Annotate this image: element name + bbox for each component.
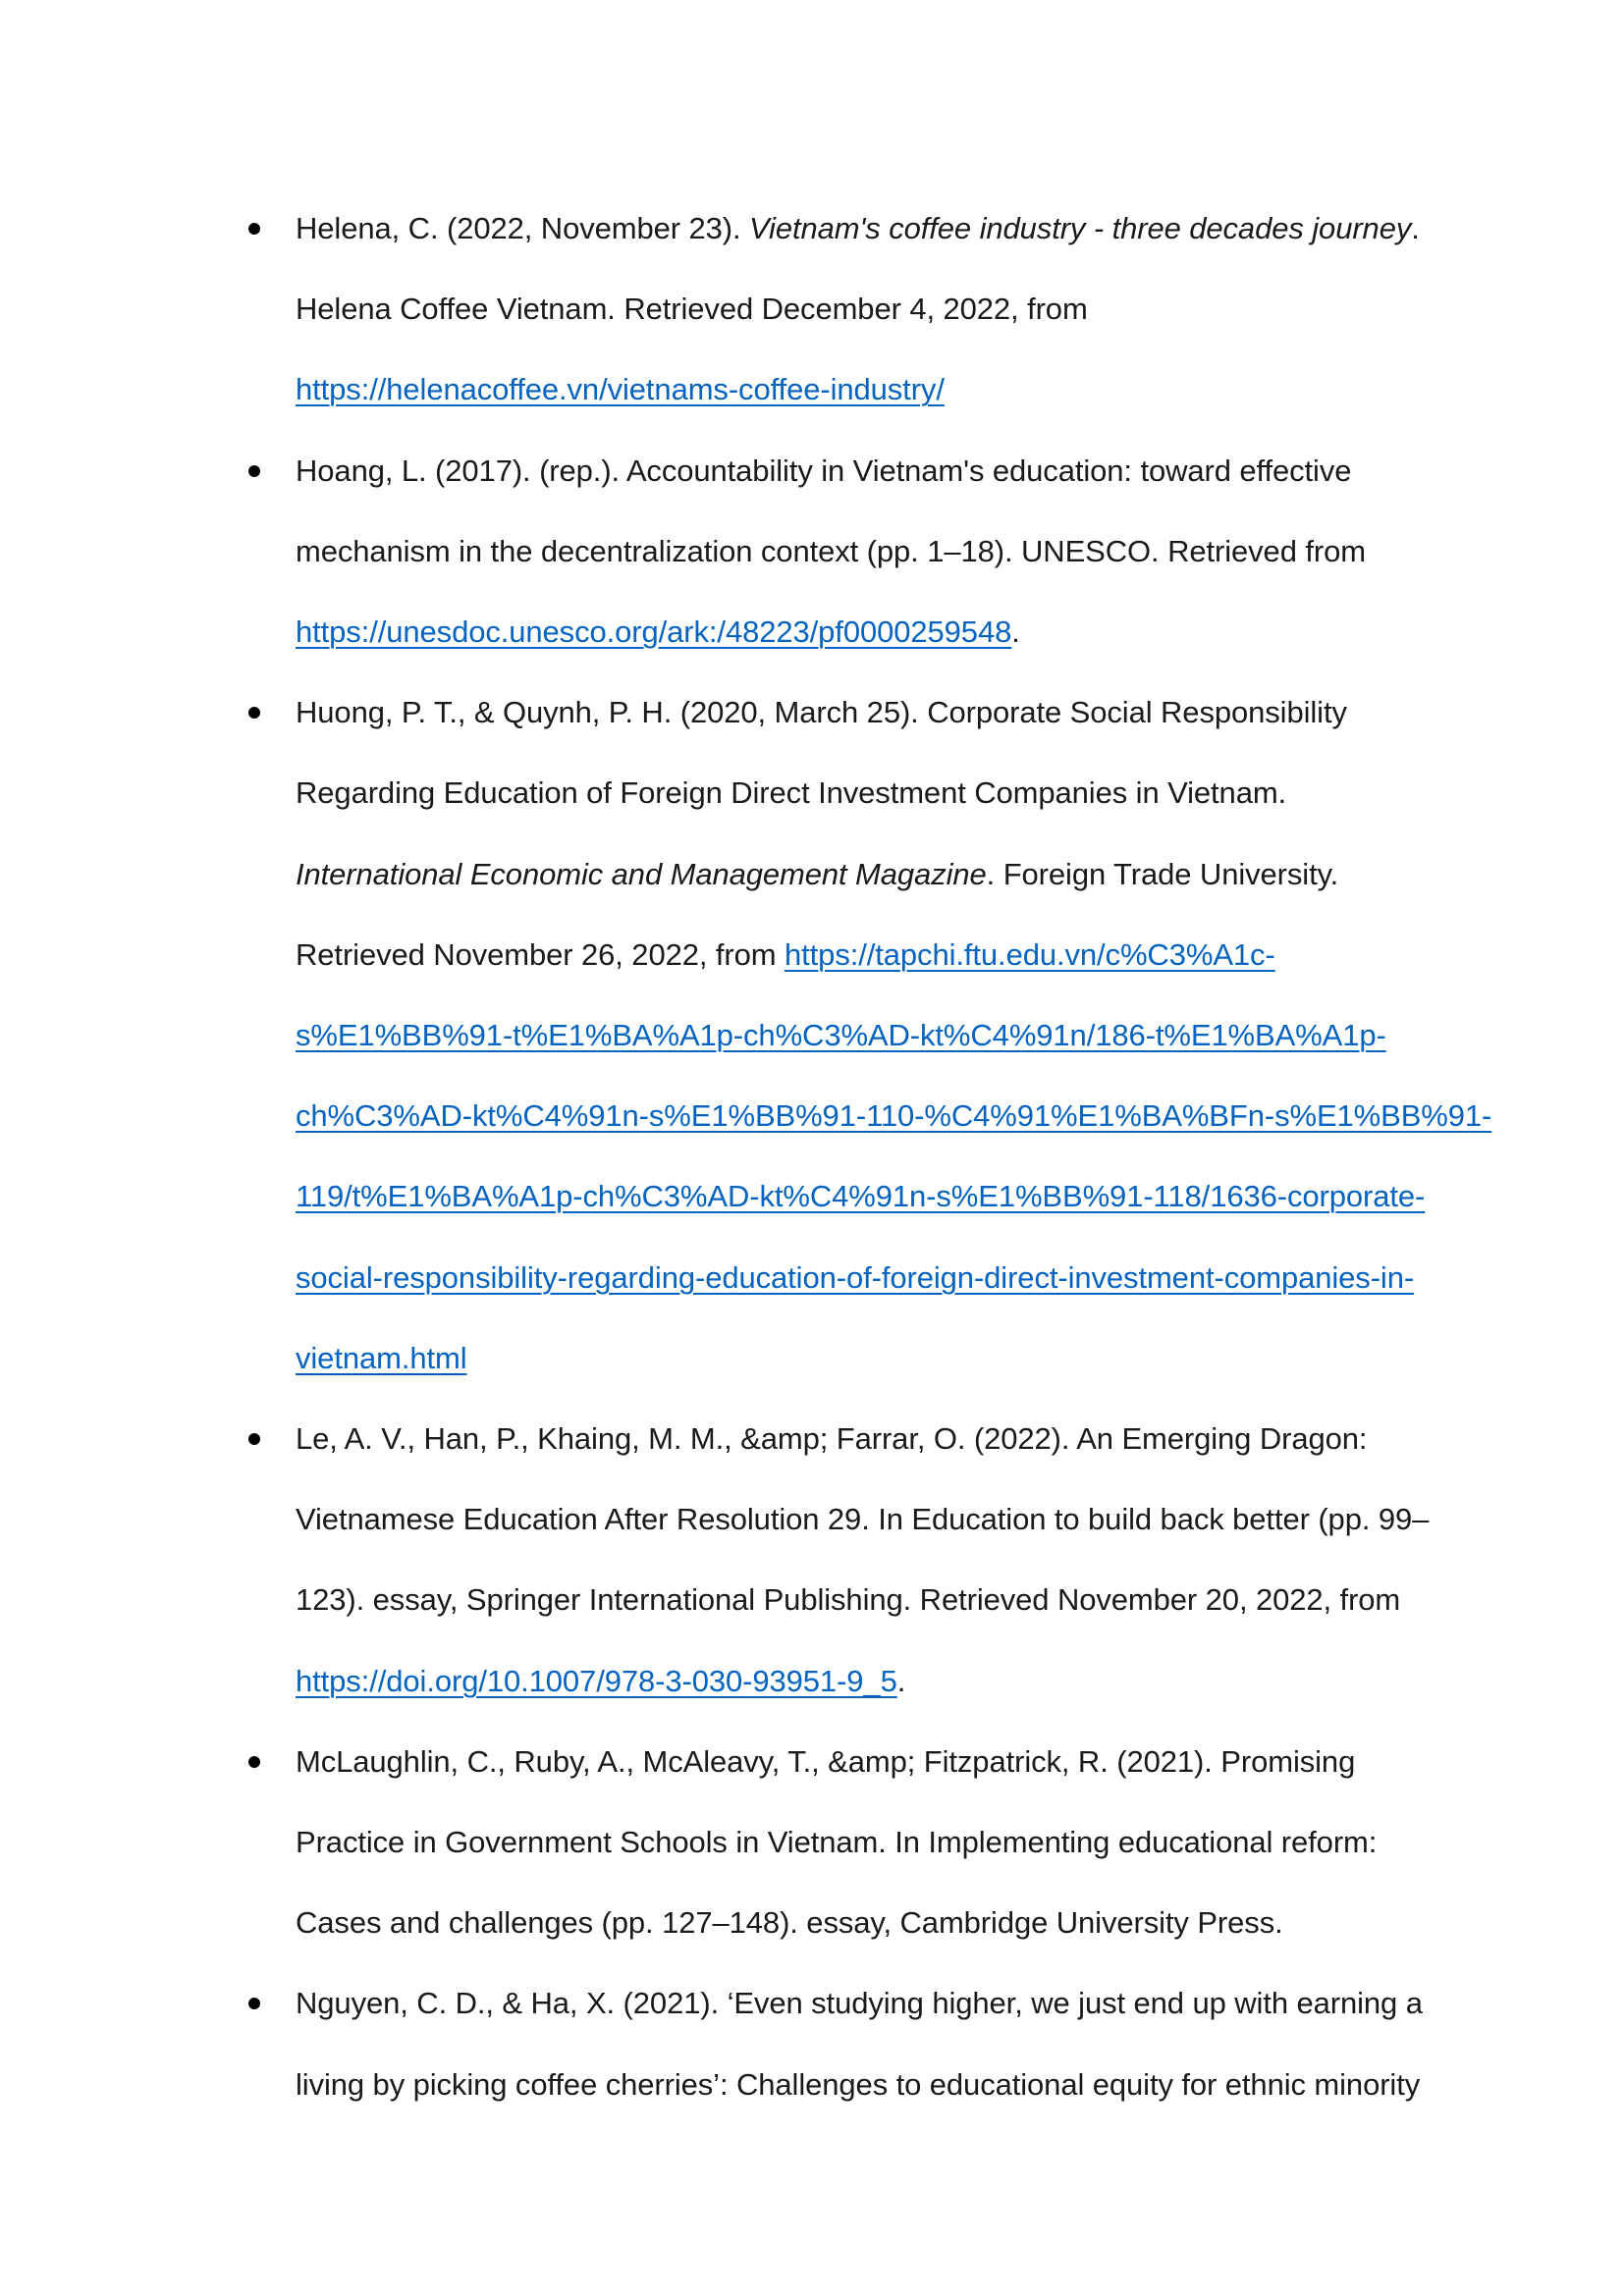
reference-text: . Foreign Trade University. <box>986 856 1339 891</box>
reference-line <box>296 1156 1444 1237</box>
reference-line <box>296 834 1444 915</box>
reference-line: McLaughlin, C., Ruby, A., McAleavy, T., &amp; Fitzpatrick, R. (2021). Promising <box>296 1743 1356 1779</box>
reference-line <box>296 349 1444 430</box>
bullet-icon <box>248 223 260 235</box>
reference-line: Cases and challenges (pp. 127–148). essay, Cambridge University Press. <box>296 1905 1283 1941</box>
reference-line: Practice in Government Schools in Vietnam. In Implementing educational reform: <box>296 1825 1378 1860</box>
reference-line <box>296 592 1444 672</box>
reference-line <box>296 188 1444 269</box>
reference-line <box>296 1641 1444 1722</box>
reference-line: Hoang, L. (2017). (rep.). Accountability in Vietnam's education: toward effective <box>296 453 1352 488</box>
reference-text: Retrieved November 26, 2022, from <box>296 936 785 972</box>
reference-link[interactable]: https://unesdoc.unesco.org/ark:/48223/pf0000259548 <box>296 614 1012 650</box>
reference-line: Helena Coffee Vietnam. Retrieved December 4, 2022, from <box>296 292 1088 327</box>
reference-line: Vietnamese Education After Resolution 29. In Education to build back better (pp. 99– <box>296 1502 1430 1537</box>
reference-line <box>296 995 1444 1076</box>
reference-text: . <box>1011 614 1020 650</box>
reference-item-mclaughlin <box>296 1722 1444 1964</box>
reference-item-le <box>296 1399 1444 1722</box>
reference-line: living by picking coffee cherries’: Challenges to educational equity for ethnic minority <box>296 2066 1421 2102</box>
reference-line <box>296 915 1444 995</box>
reference-item-nguyen <box>296 1963 1444 2124</box>
reference-line: 123). essay, Springer International Publishing. Retrieved November 20, 2022, from <box>296 1582 1401 1618</box>
reference-link[interactable]: https://helenacoffee.vn/vietnams-coffee-industry/ <box>296 372 945 407</box>
reference-journal: International Economic and Management Magazine <box>296 856 987 891</box>
reference-link[interactable]: social-responsibility-regarding-education-of-foreign-direct-investment-companies-in- <box>296 1259 1415 1295</box>
reference-link[interactable]: https://doi.org/10.1007/978-3-030-93951-9_5 <box>296 1663 897 1698</box>
reference-link[interactable]: s%E1%BB%91-t%E1%BA%A1p-ch%C3%AD-kt%C4%91n/186-t%E1%BA%A1p- <box>296 1018 1386 1053</box>
bullet-icon <box>248 465 260 477</box>
reference-link[interactable]: 119/t%E1%BA%A1p-ch%C3%AD-kt%C4%91n-s%E1%BB%91-118/1636-corporate- <box>296 1179 1426 1214</box>
reference-text: Helena, C. (2022, November 23). <box>296 211 750 245</box>
reference-line: Regarding Education of Foreign Direct Investment Companies in Vietnam. <box>296 775 1287 811</box>
reference-item-huong <box>296 672 1492 1399</box>
reference-link[interactable]: https://tapchi.ftu.edu.vn/c%C3%A1c- <box>785 936 1275 972</box>
reference-title: Vietnam's coffee industry - three decades journey <box>749 211 1412 245</box>
reference-line <box>296 1076 1492 1156</box>
reference-line: mechanism in the decentralization context (pp. 1–18). UNESCO. Retrieved from <box>296 533 1366 568</box>
reference-link[interactable]: vietnam.html <box>296 1340 467 1375</box>
reference-line <box>296 1238 1444 1318</box>
bullet-icon <box>248 707 260 719</box>
reference-text: . <box>896 1663 906 1698</box>
reference-line: Le, A. V., Han, P., Khaing, M. M., &amp; Farrar, O. (2022). An Emerging Dragon: <box>296 1421 1368 1457</box>
reference-text: . <box>1411 211 1420 245</box>
bullet-icon <box>248 1756 260 1768</box>
reference-line <box>296 1318 1444 1399</box>
bullet-icon <box>248 1433 260 1445</box>
reference-list <box>296 188 1492 2125</box>
reference-line: Huong, P. T., & Quynh, P. H. (2020, March 25). Corporate Social Responsibility <box>296 695 1347 730</box>
reference-item-hoang <box>296 431 1444 673</box>
reference-link[interactable]: ch%C3%AD-kt%C4%91n-s%E1%BB%91-110-%C4%91%E1%BA%BFn-s%E1%BB%91- <box>296 1098 1492 1134</box>
bullet-icon <box>248 1998 260 2009</box>
reference-item-helena <box>296 188 1444 431</box>
reference-line: Nguyen, C. D., & Ha, X. (2021). ‘Even studying higher, we just end up with earning a <box>296 1986 1423 2021</box>
